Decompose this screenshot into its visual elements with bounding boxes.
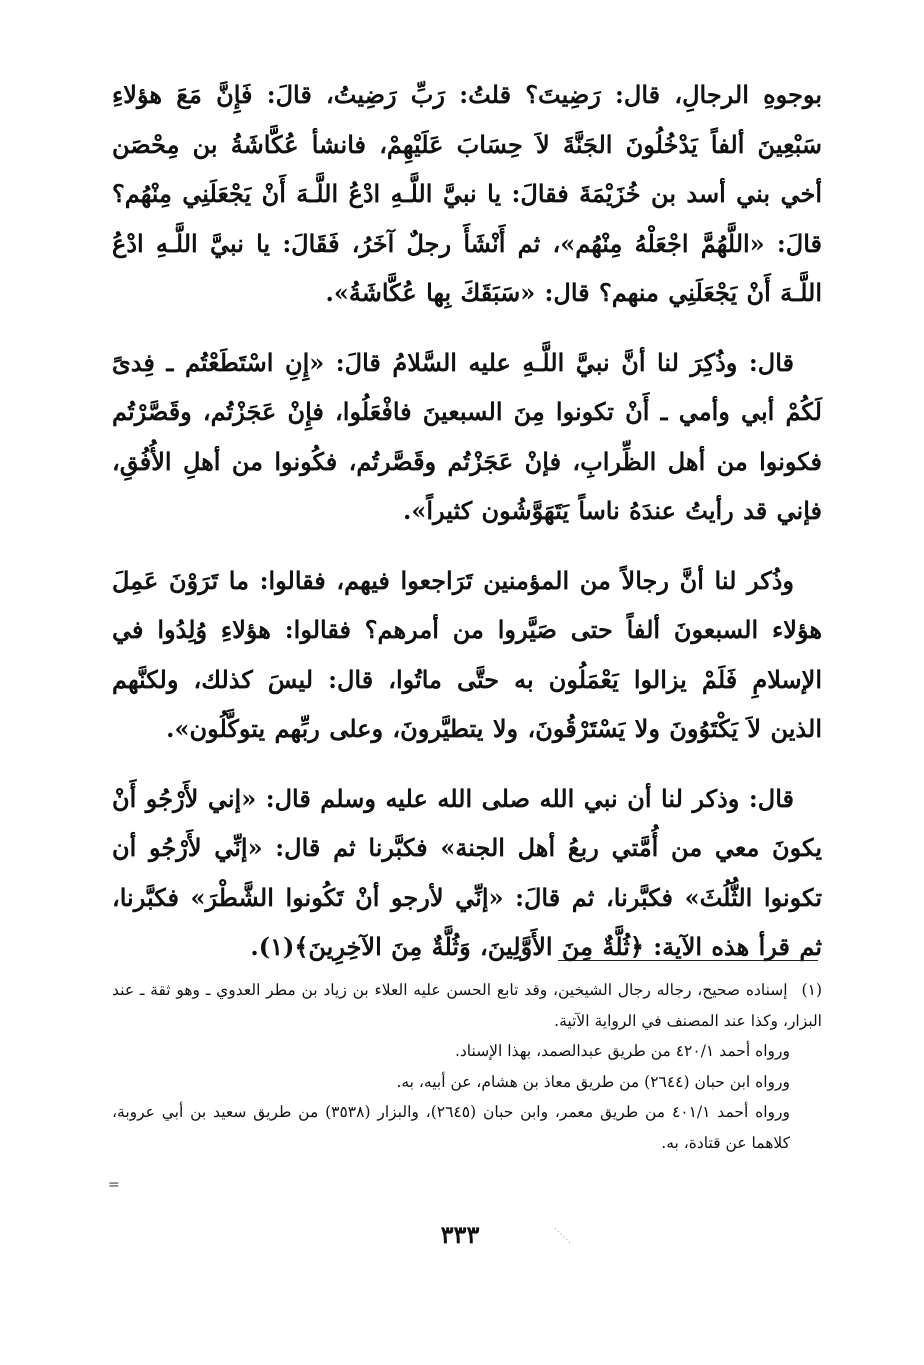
scan-speck <box>553 1226 575 1248</box>
main-text <box>112 70 822 992</box>
margin-mark: = <box>108 1177 120 1193</box>
footnote-text-4: ورواه أحمد ٤٠١/١ من طريق معمر، وابن حبان (٢٦٤٥)، والبزار (٣٥٣٨) من طريق سعيد بن أبي عروبة، كلاهما عن قتادة، به. <box>112 1103 791 1152</box>
paragraph-3: وذُكر لنا أنَّ رجالاً من المؤمنين تَرَاجعوا فيهم، فقالوا: ما تَرَوْنَ عَمِلَ هؤلاء السبعونَ ألفاً حتى صَيَّروا من أمرهم؟ فقالوا: هؤلاءِ وُلِدُوا في الإسلامِ فَلَمْ يزالوا يَعْمَلُون به حتَّى ماتُوا، قال: ليسَ كذلك، ولكنَّهم الذين لاَ يَكْتَوُونَ ولا يَسْتَرْقُونَ، ولا يتطيَّرونَ، وعلى ربِّهم يتوكَّلُون». <box>112 565 822 743</box>
footnote-number: (١) <box>801 981 822 999</box>
footnotes <box>112 975 822 1158</box>
footnote-separator <box>558 960 818 961</box>
footnote-text-3: ورواه ابن حبان (٢٦٤٤) من طريق معاذ بن هشام، عن أبيه، به. <box>396 1072 790 1091</box>
paragraph-2: قال: وذُكِرَ لنا أنَّ نبيَّ اللَّـهِ عليه السَّلامُ قالَ: «إِنِ اسْتَطَعْتُم ـ فِدىً لَكُمْ أبي وأمي ـ أَنْ تكونوا مِنَ السبعينَ فافْعَلُوا، فإِنْ عَجَزْتُم، وقَصَّرْتُم فكونوا من أهل الظِّرابِ، فإنْ عَجَزْتُم وقَصَّرتُم، فكُونوا من أهلِ الأُفُقِ، فإني قد رأيتُ عندَهُ ناساً يَتَهَوَّشُون كثيراً». <box>112 347 822 525</box>
footnote-first-line <box>112 975 822 1036</box>
footnote-text-2: ورواه أحمد ٤٢٠/١ من طريق عبدالصمد، بهذا الإسناد. <box>454 1042 790 1060</box>
paragraph-4: قال: وذكر لنا أن نبي الله صلى الله عليه وسلم قال: «إني لأَرْجُو أَنْ يكونَ معي من أُمَّتي ربعُ أهل الجنة» فكبَّرنا ثم قال: «إنِّي لأَرْجُو أن تكونوا الثُّلُثَ» فكبَّرنا، ثم قالَ: «إنِّي لأرجو أنْ تَكُونوا الشَّطْرَ» فكبَّرنا، ثم قرأ هذه الآية: ﴿ثُلَّةٌ مِنَ الأَوَّلِينَ، وَثُلَّةٌ مِنَ الآخِرِينَ﴾(١). <box>112 783 822 961</box>
footnote-text-1: إسناده صحيح، رجاله رجال الشيخين، وقد تابع الحسن عليه العلاء بن زياد بن مطر العدوي ـ وهو ثقة ـ عند البزار، وكذا عند المصنف في الرواية الآتية. <box>112 981 822 1030</box>
paragraph-1: بوجوهِ الرجالِ، قال: رَضِيتَ؟ قلتُ: رَبِّ رَضِيتُ، قالَ: فَإِنَّ مَعَ هؤلاءِ سَبْعِينَ ألفاً يَدْخُلُونَ الجَنَّةَ لاَ حِسَابَ عَلَيْهِمْ، فانشأ عُكَّاشَةُ بن مِحْصَن أخي بني أسد بن خُزَيْمَةَ فقالَ: يا نبيَّ اللَّـهِ ادْعُ اللَّـهَ أَنْ يَجْعَلَنِي مِنْهُم؟ قالَ: «اللَّهُمَّ اجْعَلْهُ مِنْهُم»، ثم أَنْشَأَ رجلٌ آخَرُ، فَقَالَ: يا نبيَّ اللَّـهِ ادْعُ اللَّـهَ أَنْ يَجْعَلَنِي منهم؟ قال: «سَبَقَكَ بِها عُكَّاشَةُ». <box>112 80 822 307</box>
page-number: ٣٣٣ <box>440 1220 480 1249</box>
